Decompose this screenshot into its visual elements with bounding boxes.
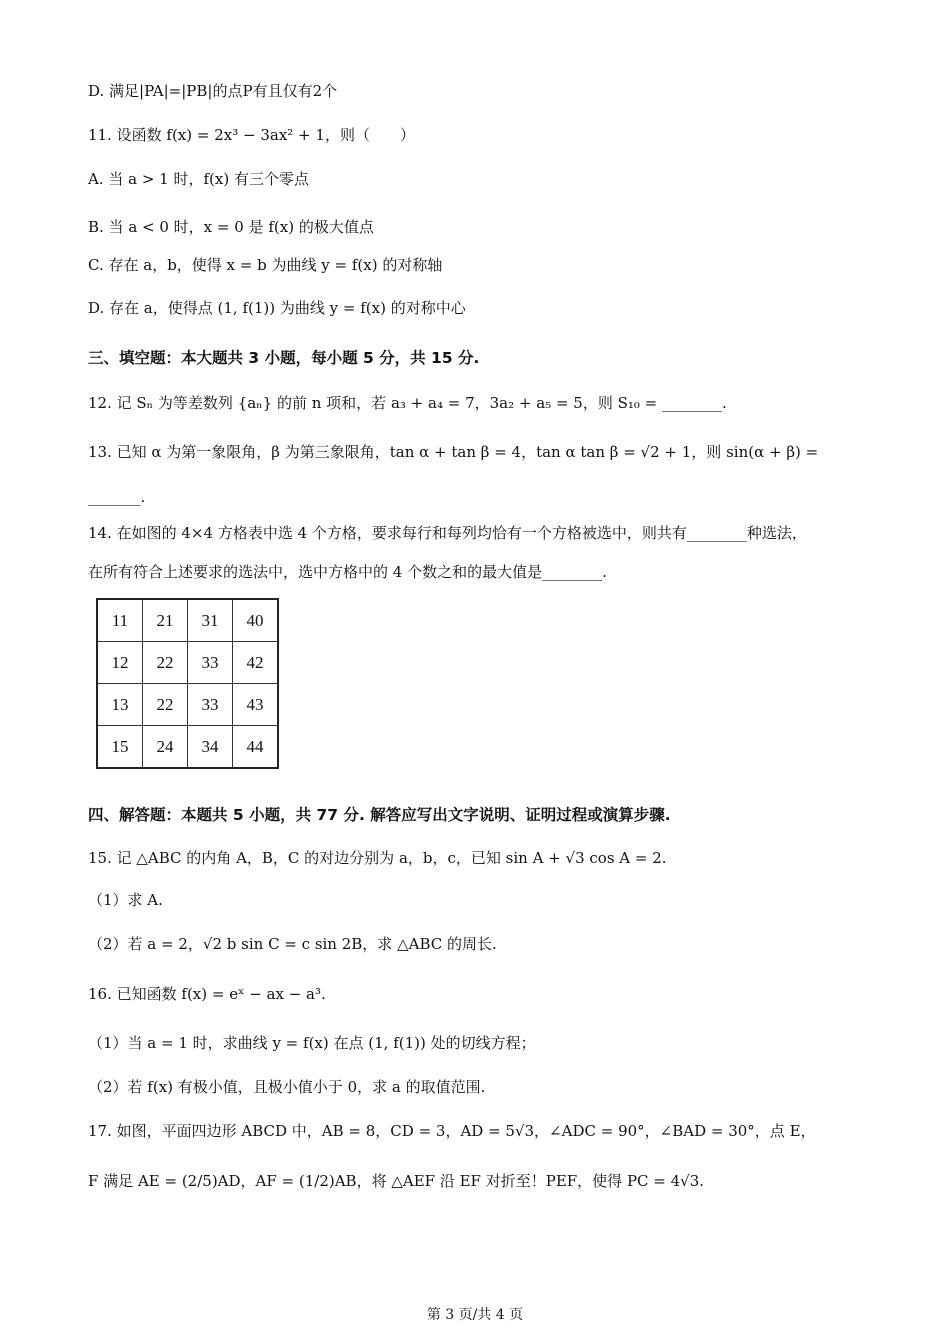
grid-cell: 31 <box>188 599 233 642</box>
grid-row <box>97 642 278 684</box>
grid-cell: 24 <box>143 726 188 769</box>
grid-cell: 13 <box>97 684 143 726</box>
grid-cell: 42 <box>233 642 279 684</box>
grid-cell: 33 <box>188 684 233 726</box>
section-3-title: 三、填空题：本大题共 3 小题，每小题 5 分，共 15 分. <box>88 349 480 367</box>
section-4-title: 四、解答题：本题共 5 小题，共 77 分. 解答应写出文字说明、证明过程或演算步骤. <box>88 806 671 824</box>
grid-cell: 12 <box>97 642 143 684</box>
q14-line1: 14. 在如图的 4×4 方格表中选 4 个方格，要求每行和每列均恰有一个方格被选中，则共有________种选法， <box>88 524 807 542</box>
grid-cell: 22 <box>143 684 188 726</box>
q11-option-a: A. 当 a > 1 时，f(x) 有三个零点 <box>88 170 309 188</box>
grid-cell: 44 <box>233 726 279 769</box>
grid-row <box>97 684 278 726</box>
q13-line2: _______. <box>88 488 146 506</box>
grid-cell: 21 <box>143 599 188 642</box>
grid-row <box>97 599 278 642</box>
q11-option-b: B. 当 a < 0 时，x = 0 是 f(x) 的极大值点 <box>88 218 374 236</box>
q11-option-c: C. 存在 a，b，使得 x = b 为曲线 y = f(x) 的对称轴 <box>88 256 443 274</box>
grid-cell: 34 <box>188 726 233 769</box>
grid-cell: 40 <box>233 599 279 642</box>
q14-number-grid <box>96 598 279 769</box>
q15-part2: （2）若 a = 2，√2 b sin C = c sin 2B，求 △ABC 的周长. <box>88 935 497 953</box>
grid-cell: 15 <box>97 726 143 769</box>
q17-line2: F 满足 AE = (2/5)AD，AF = (1/2)AB，将 △AEF 沿 EF 对折至！PEF，使得 PC = 4√3. <box>88 1172 705 1190</box>
grid-cell: 33 <box>188 642 233 684</box>
grid-cell: 22 <box>143 642 188 684</box>
grid-row <box>97 726 278 769</box>
q10-option-d: D. 满足|PA|=|PB|的点P有且仅有2个 <box>88 82 338 100</box>
q16-part1: （1）当 a = 1 时，求曲线 y = f(x) 在点 (1, f(1)) 处的切线方程； <box>88 1034 536 1052</box>
q14-line2: 在所有符合上述要求的选法中，选中方格中的 4 个数之和的最大值是________. <box>88 563 607 581</box>
q11-stem: 11. 设函数 f(x) = 2x³ − 3ax² + 1，则（ ） <box>88 126 415 144</box>
q17-line1: 17. 如图，平面四边形 ABCD 中，AB = 8，CD = 3，AD = 5√3，∠ADC = 90°，∠BAD = 30°，点 E， <box>88 1122 816 1140</box>
q11-option-d: D. 存在 a，使得点 (1, f(1)) 为曲线 y = f(x) 的对称中心 <box>88 299 466 317</box>
q16-part2: （2）若 f(x) 有极小值，且极小值小于 0，求 a 的取值范围. <box>88 1078 486 1096</box>
grid-cell: 43 <box>233 684 279 726</box>
grid-cell: 11 <box>97 599 143 642</box>
page-footer: 第 3 页/共 4 页 <box>426 1307 524 1323</box>
q15-stem: 15. 记 △ABC 的内角 A，B，C 的对边分别为 a，b，c，已知 sin A + √3 cos A = 2. <box>88 849 667 867</box>
q16-stem: 16. 已知函数 f(x) = eˣ − ax − a³. <box>88 985 326 1003</box>
q13-line1: 13. 已知 α 为第一象限角，β 为第三象限角，tan α + tan β = 4，tan α tan β = √2 + 1，则 sin(α + β) = <box>88 443 819 461</box>
q15-part1: （1）求 A. <box>88 891 163 909</box>
q12-text: 12. 记 Sₙ 为等差数列 {aₙ} 的前 n 项和，若 a₃ + a₄ = 7，3a₂ + a₅ = 5，则 S₁₀ = ________. <box>88 394 727 412</box>
